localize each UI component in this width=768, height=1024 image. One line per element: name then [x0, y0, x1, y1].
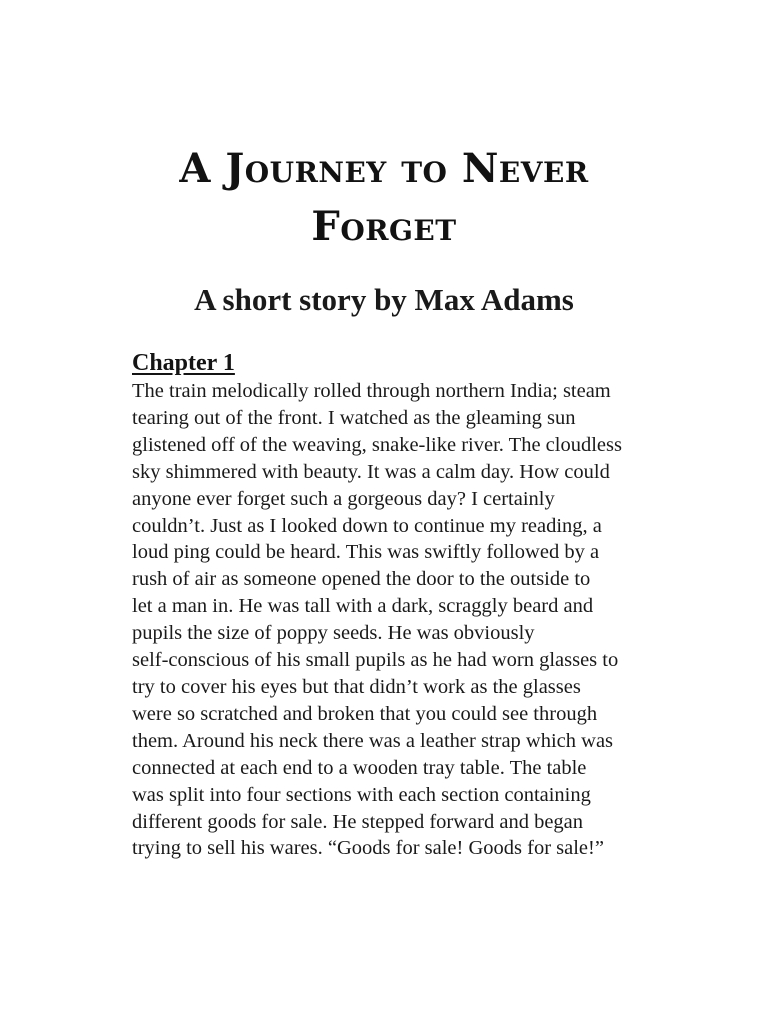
- body-line: loud ping could be heard. This was swiftly followed by a: [132, 541, 600, 564]
- body-line: were so scratched and broken that you could see through: [132, 702, 598, 725]
- story-title: [84, 140, 684, 256]
- title-line: Forget: [311, 203, 457, 250]
- body-line: The train melodically rolled through northern India; steam: [132, 380, 611, 402]
- body-line: sky shimmered with beauty. It was a calm day. How could: [132, 460, 610, 483]
- chapter-heading: Chapter 1: [132, 350, 235, 376]
- body-line: try to cover his eyes but that didn’t work as the glasses: [132, 675, 581, 698]
- body-line: let a man in. He was tall with a dark, scraggly beard and: [132, 595, 594, 618]
- body-line: trying to sell his wares. “Goods for sale! Goods for sale!”: [132, 837, 604, 860]
- body-line: connected at each end to a wooden tray table. The table: [132, 756, 587, 779]
- chapter-body: [132, 378, 642, 862]
- story-subtitle: A short story by Max Adams: [194, 282, 574, 317]
- body-line: couldn’t. Just as I looked down to continue my reading, a: [132, 514, 602, 537]
- body-line: them. Around his neck there was a leather strap which was: [132, 729, 614, 752]
- title-line: A Journey to Never: [179, 145, 589, 192]
- body-line: rush of air as someone opened the door to the outside to: [132, 568, 591, 591]
- body-line: anyone ever forget such a gorgeous day? I certainly: [132, 487, 555, 510]
- body-line: different goods for sale. He stepped forward and began: [132, 810, 584, 833]
- body-line: self-conscious of his small pupils as he had worn glasses to: [132, 649, 619, 672]
- body-line: glistened off of the weaving, snake-like river. The cloudless: [132, 433, 622, 456]
- body-line: was split into four sections with each section containing: [132, 783, 591, 806]
- body-line: pupils the size of poppy seeds. He was obviously: [132, 622, 535, 645]
- body-line: tearing out of the front. I watched as the gleaming sun: [132, 406, 576, 429]
